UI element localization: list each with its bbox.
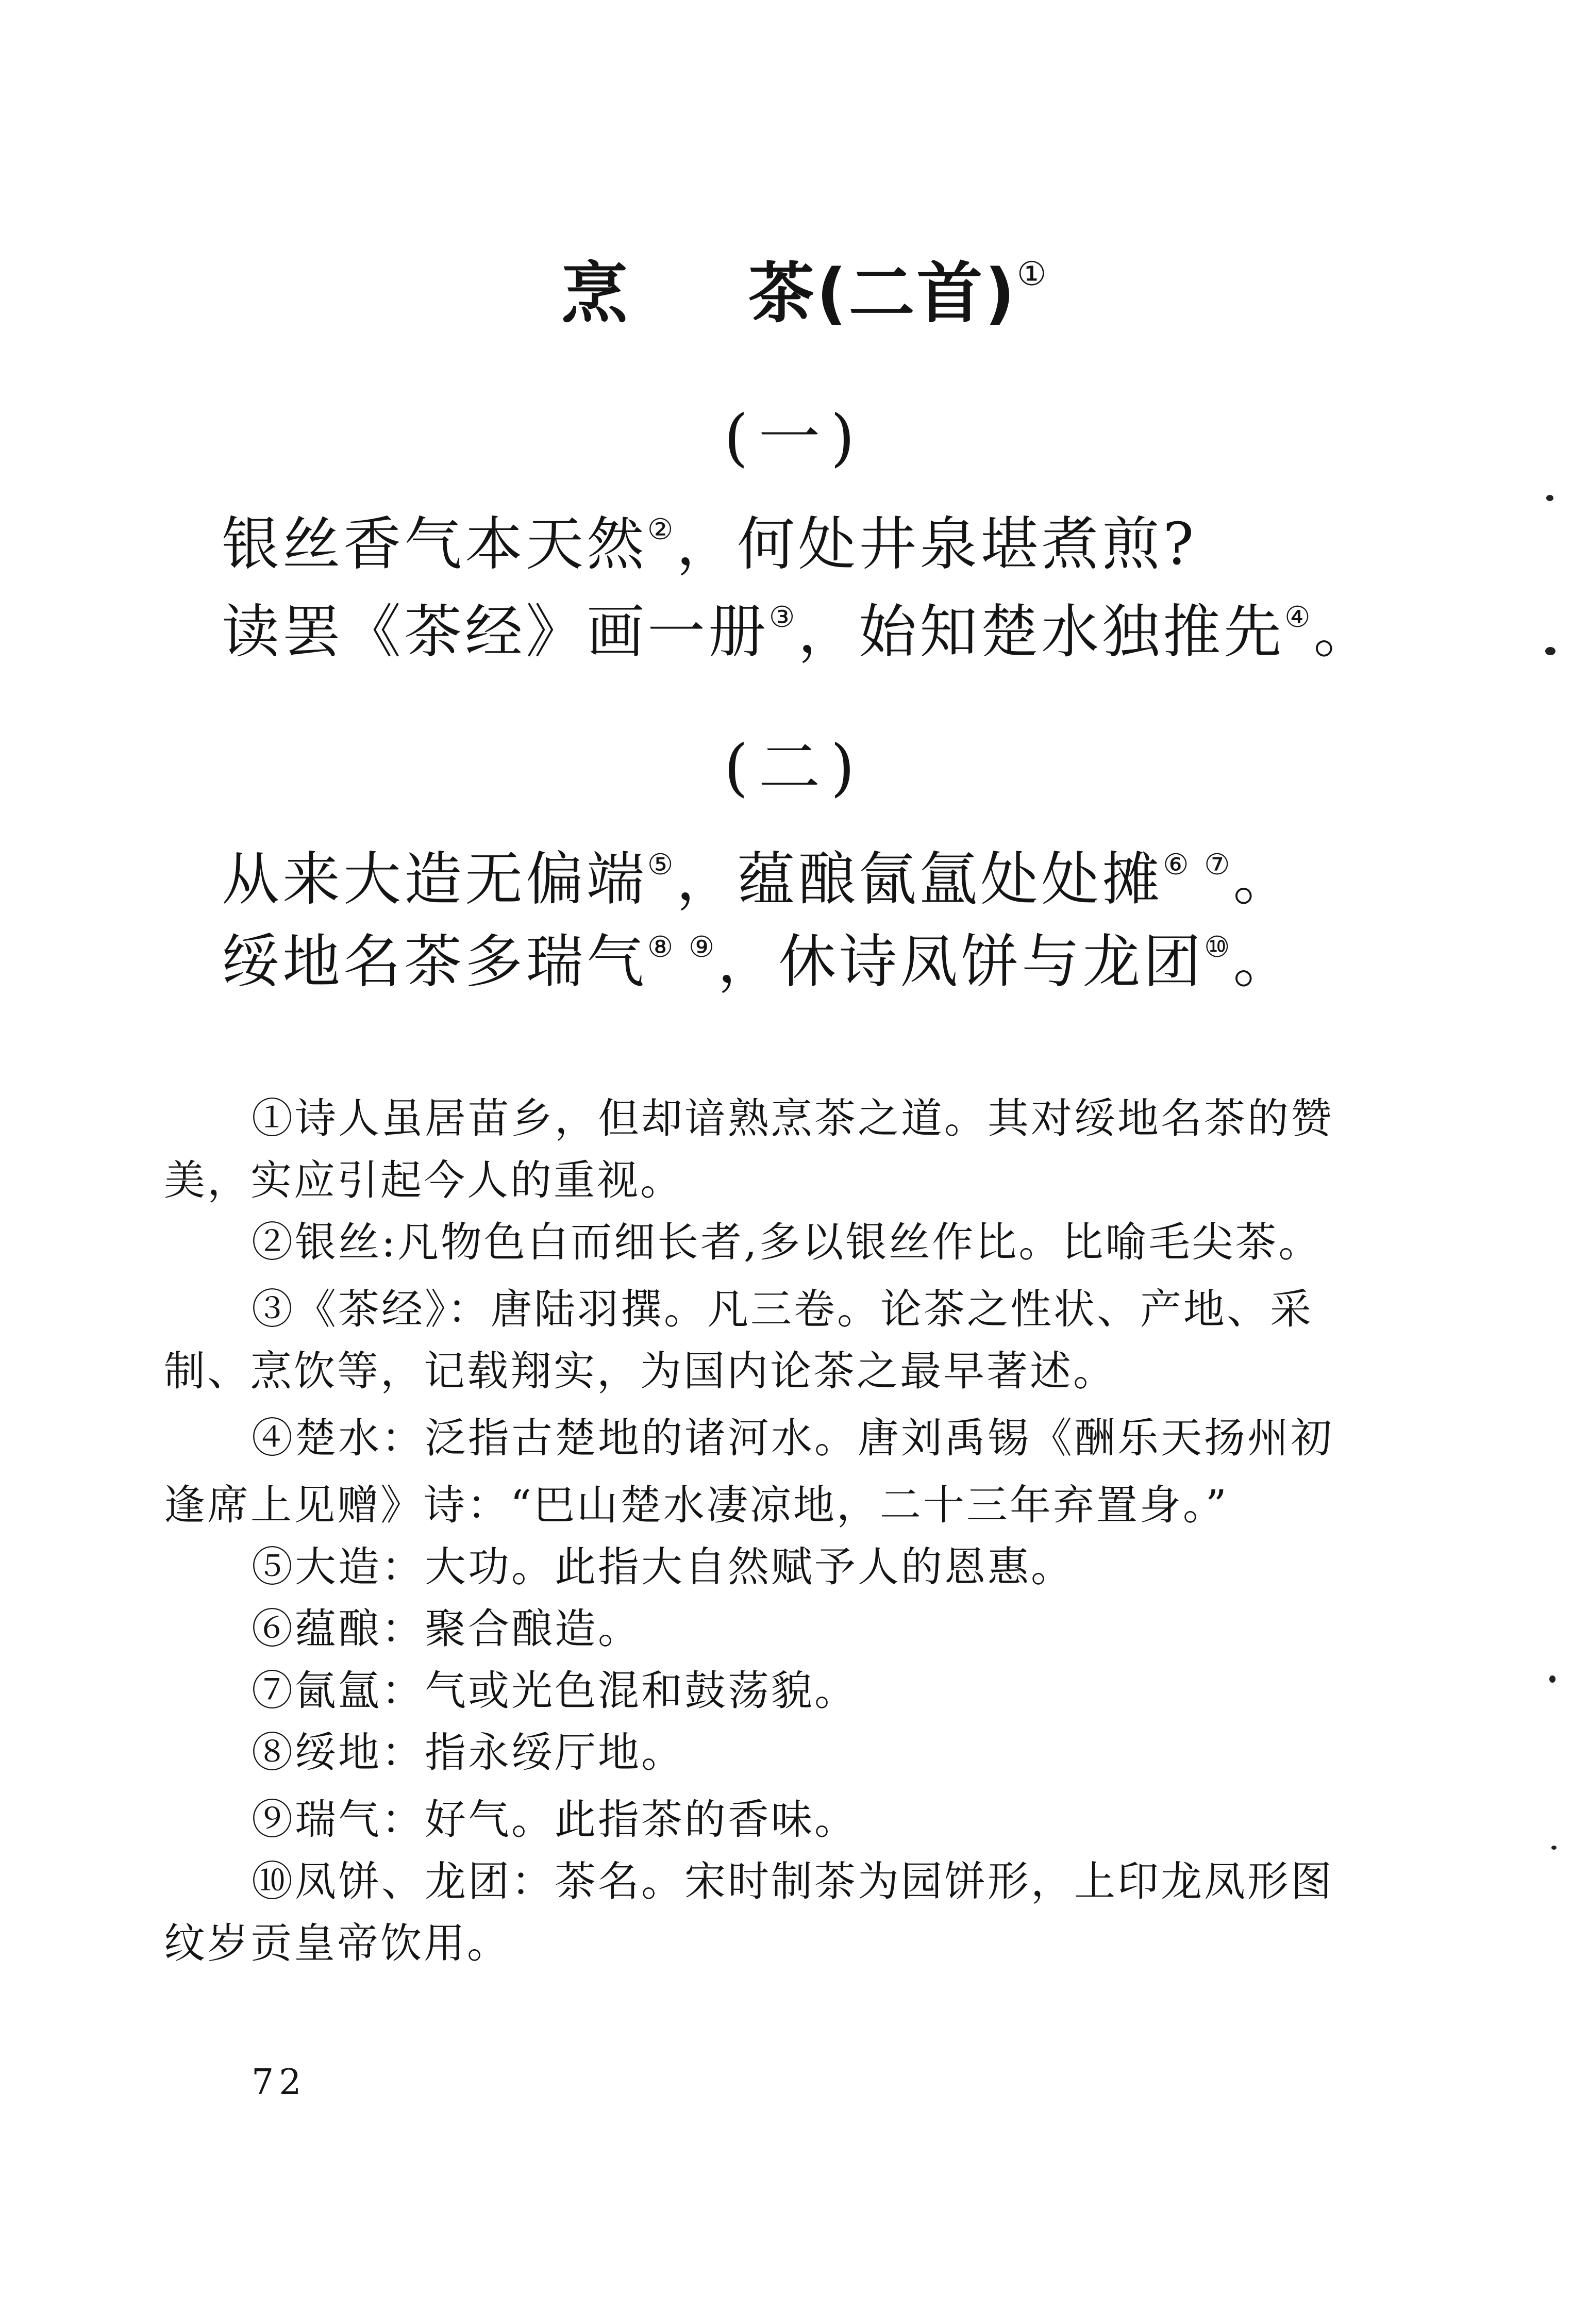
- note-1: ①诗人虽居苗乡，但却谙熟烹茶之道。其对绥地名茶的赞: [252, 1094, 1334, 1142]
- page-number: 72: [252, 2062, 307, 2103]
- note-6: ⑥蕴酿：聚合酿造。: [252, 1605, 641, 1653]
- poem-2-line-2: 绥地名茶多瑞气⑧ ⑨，休诗凤饼与龙团⑩。: [222, 928, 1294, 995]
- note-10-continued: 纹岁贡皇帝饮用。: [164, 1919, 510, 1967]
- poem-2-line-1: 从来大造无偏端⑤，蕴酿氤氲处处摊⑥ ⑦。: [222, 846, 1294, 913]
- note-3: ③《茶经》：唐陆羽撰。凡三卷。论茶之性状、产地、采: [252, 1285, 1313, 1333]
- note-10: ⑩凤饼、龙团：茶名。宋时制茶为园饼形，上印龙凤形图: [252, 1857, 1334, 1905]
- note-1-continued: 美，实应引起今人的重视。: [164, 1156, 683, 1204]
- title-word-2: 茶(二首): [748, 255, 1017, 332]
- note-8: ⑧绥地：指永绥厅地。: [252, 1729, 684, 1777]
- poem-2-heading: (二): [724, 732, 865, 804]
- note-7: ⑦氤氲：气或光色混和鼓荡貌。: [252, 1667, 858, 1715]
- note-5: ⑤大造：大功。此指大自然赋予人的恩惠。: [252, 1543, 1074, 1591]
- note-4-continued: 逢席上见赠》诗：“巴山楚水凄凉地，二十三年弃置身。”: [164, 1481, 1229, 1529]
- note-2: ②银丝:凡物色白而细长者,多以银丝作比。比喻毛尖茶。: [252, 1218, 1322, 1266]
- poem-1-line-2: 读罢《茶经》画一册③，始知楚水独推先④。: [222, 599, 1375, 666]
- scan-speck: [1546, 495, 1553, 501]
- note-3-continued: 制、烹饮等，记载翔实，为国内论茶之最早著述。: [164, 1347, 1116, 1395]
- note-9: ⑨瑞气：好气。此指茶的香味。: [252, 1796, 858, 1844]
- poem-title: [562, 255, 1049, 332]
- scan-speck: [1551, 1846, 1557, 1850]
- note-4: ④楚水：泛指古楚地的诸河水。唐刘禹锡《酬乐天扬州初: [252, 1414, 1334, 1462]
- poem-1-line-1: 银丝香气本天然②，何处井泉堪煮煎?: [222, 511, 1197, 578]
- scan-speck: [1549, 1675, 1555, 1683]
- title-word-1: 烹: [562, 255, 630, 332]
- poem-1-heading: (一): [724, 402, 865, 474]
- scan-speck: [1545, 647, 1555, 655]
- title-note-mark: ①: [1017, 255, 1049, 293]
